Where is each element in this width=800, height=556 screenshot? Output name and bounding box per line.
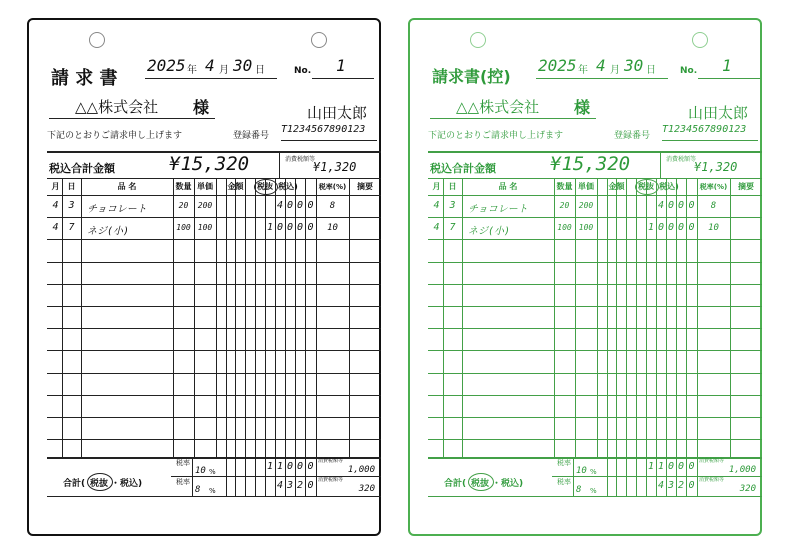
row-line	[47, 373, 381, 374]
row-qty: 20	[178, 201, 189, 210]
footer-column-line	[636, 457, 637, 496]
footer-label-excl: 税抜	[90, 479, 109, 489]
footer-amount-digit: 4	[276, 480, 284, 491]
footer-amount-digit: 0	[286, 461, 294, 472]
date-month-unit: 月	[219, 65, 229, 76]
footer-amount-digit: 4	[657, 480, 665, 491]
punch-hole-right	[311, 32, 327, 48]
row-item: ネジ(小)	[87, 226, 130, 238]
row-day: 7	[68, 222, 75, 234]
row-amount-digit: 4	[276, 200, 284, 211]
footer-excl-circle	[87, 473, 113, 491]
date-year: 2025	[538, 56, 577, 75]
invoice-title: 請 求 書	[51, 68, 118, 89]
column-line	[285, 178, 286, 457]
footer-tax-label: 消費税額等	[318, 477, 344, 483]
row-item: チョコレート	[468, 204, 528, 215]
header-day: 日	[67, 182, 76, 191]
row-line	[428, 373, 762, 374]
footer-column-line	[697, 457, 698, 496]
footer-amount-digit: 0	[296, 461, 304, 472]
header-tax-excl: 税抜	[257, 182, 273, 191]
row-day: 3	[68, 200, 75, 211]
row-amount-digit: 0	[286, 222, 294, 234]
tax-value: ¥1,320	[313, 160, 357, 174]
header-bottom-line	[47, 195, 381, 196]
footer-tax-label: 消費税額等	[699, 458, 725, 464]
row-line	[47, 417, 381, 418]
footer-tax-value: 1,000	[728, 465, 756, 475]
row-line	[428, 239, 762, 240]
row-amount-digit: 0	[286, 200, 294, 211]
row-tax-rate: 10	[708, 223, 719, 234]
date-day-unit: 日	[255, 65, 265, 76]
column-line	[265, 178, 266, 457]
invoice-title: 請求書(控)	[432, 67, 511, 86]
row-amount-digit: 0	[307, 222, 314, 234]
header-tax-rate: 税率(%)	[699, 183, 728, 191]
row-tax-rate: 10	[327, 223, 338, 234]
recipient-underline	[49, 118, 215, 119]
header-month: 月	[51, 182, 60, 191]
footer-column-line	[226, 457, 227, 496]
column-line	[305, 178, 306, 457]
footer-amount-digit: 3	[286, 480, 294, 491]
column-line	[216, 178, 217, 457]
row-line	[47, 262, 381, 263]
notice-text: 下記のとおりご請求申し上げます	[428, 131, 564, 141]
notice-text: 下記のとおりご請求申し上げます	[47, 131, 183, 141]
row-amount-digit: 1	[647, 222, 655, 234]
header-item: 品 名	[498, 182, 518, 191]
registration-label: 登録番号	[233, 131, 270, 141]
header-remark: 摘要	[357, 182, 373, 191]
footer-amount-digit: 1	[276, 461, 284, 472]
footer-rate-value: 10	[576, 466, 587, 476]
row-day: 7	[449, 222, 456, 234]
date-day: 30	[233, 56, 253, 75]
date-underline	[536, 78, 668, 79]
row-line	[428, 328, 762, 329]
row-line	[428, 350, 762, 351]
row-qty: 20	[559, 201, 570, 210]
row-day: 3	[449, 200, 456, 211]
row-amount-digit: 0	[667, 222, 675, 234]
header-tax-incl: 税込)	[659, 182, 679, 191]
footer-amount-digit: 0	[667, 461, 675, 472]
footer-amount-digit: 1	[266, 461, 274, 472]
column-line	[656, 178, 657, 457]
footer-amount-digit: 0	[307, 461, 314, 472]
row-item: チョコレート	[87, 204, 147, 215]
recipient-name: △△株式会社	[456, 98, 540, 116]
footer-column-line	[607, 457, 608, 496]
footer-percent: %	[209, 468, 216, 476]
column-line	[194, 178, 195, 457]
column-line	[616, 178, 617, 457]
column-line	[676, 178, 677, 457]
recipient-honorific: 様	[193, 98, 210, 117]
column-line	[607, 178, 608, 457]
column-line	[295, 178, 296, 457]
invoice-original	[27, 18, 381, 536]
footer-rate-value: 10	[195, 466, 206, 476]
footer-label-suffix: ・税込)	[111, 479, 143, 489]
date-month-unit: 月	[610, 65, 620, 76]
row-line	[428, 262, 762, 263]
footer-label-prefix: 合計(	[444, 479, 467, 489]
total-label: 税込合計金額	[430, 162, 496, 175]
tax-label: 消費税額等	[666, 156, 697, 163]
total-label: 税込合計金額	[49, 162, 115, 175]
column-line	[697, 178, 698, 457]
row-line	[47, 306, 381, 307]
row-line	[47, 350, 381, 351]
date-year: 2025	[147, 56, 186, 75]
footer-amount-digit: 1	[657, 461, 665, 472]
header-qty: 数量	[556, 182, 573, 191]
number-underline	[312, 78, 374, 79]
row-line	[428, 395, 762, 396]
row-tax-rate: 8	[710, 201, 717, 211]
header-tax-rate: 税率(%)	[318, 183, 347, 191]
tax-excl-circle	[254, 179, 278, 195]
column-line	[255, 178, 256, 457]
row-amount-digit: 1	[266, 222, 274, 234]
row-month: 4	[433, 222, 440, 234]
footer-tax-label: 消費税額等	[318, 458, 344, 464]
footer-rate-value: 8	[576, 485, 582, 495]
footer-column-line	[573, 457, 574, 496]
header-tax-incl: 税込)	[278, 182, 298, 191]
row-line	[47, 284, 381, 285]
footer-amount-digit: 3	[667, 480, 675, 491]
row-unit-price: 200	[578, 201, 594, 210]
row-qty: 100	[176, 223, 191, 233]
footer-column-line	[626, 457, 627, 496]
row-month: 4	[433, 200, 440, 211]
column-line	[62, 178, 63, 457]
row-amount-digit: 0	[296, 222, 304, 234]
number-value: 1	[336, 56, 346, 75]
footer-amount-digit: 0	[688, 461, 695, 472]
column-line	[173, 178, 174, 457]
number-value: 1	[722, 56, 732, 75]
footer-label-suffix: ・税込)	[492, 479, 524, 489]
registration-label: 登録番号	[614, 131, 651, 141]
header-item: 品 名	[117, 182, 137, 191]
sender-name: 山田太郎	[307, 104, 368, 122]
registration-number: T1234567890123	[662, 124, 747, 135]
column-line	[666, 178, 667, 457]
column-line	[730, 178, 731, 457]
row-tax-rate: 8	[329, 201, 336, 211]
footer-label-excl: 税抜	[471, 479, 490, 489]
footer-column-line	[616, 457, 617, 496]
footer-percent: %	[209, 487, 216, 495]
column-line	[316, 178, 317, 457]
date-day: 30	[624, 56, 644, 75]
header-qty: 数量	[175, 182, 192, 191]
column-line	[462, 178, 463, 457]
tax-value: ¥1,320	[694, 160, 738, 174]
row-line	[47, 239, 381, 240]
row-qty: 100	[557, 223, 572, 233]
footer-amount-digit: 0	[688, 480, 695, 491]
row-amount-digit: 0	[677, 200, 685, 211]
total-value: ¥15,320	[550, 153, 631, 175]
row-amount-digit: 0	[688, 222, 695, 234]
column-line	[245, 178, 246, 457]
row-amount-digit: 0	[667, 200, 675, 211]
footer-excl-circle	[468, 473, 494, 491]
column-line	[597, 178, 598, 457]
footer-amount-digit: 0	[307, 480, 314, 491]
row-unit-price: 100	[197, 223, 213, 233]
footer-column-line	[245, 457, 246, 496]
recipient-name: △△株式会社	[75, 98, 159, 116]
footer-percent: %	[590, 487, 597, 495]
footer-label-prefix: 合計(	[63, 479, 86, 489]
row-month: 4	[52, 200, 59, 211]
tax-box-divider	[660, 151, 661, 178]
invoice-copy	[408, 18, 762, 536]
header-remark: 摘要	[738, 182, 754, 191]
row-line	[47, 439, 381, 440]
registration-underline	[281, 140, 377, 141]
footer-mid-line	[171, 476, 381, 477]
registration-underline	[662, 140, 758, 141]
row-amount-digit: 0	[688, 200, 695, 211]
punch-hole-left	[89, 32, 105, 48]
date-year-unit: 年	[187, 65, 197, 76]
footer-amount-digit: 1	[647, 461, 655, 472]
row-line	[428, 284, 762, 285]
header-month: 月	[432, 182, 441, 191]
row-amount-digit: 0	[677, 222, 685, 234]
footer-rate-value: 8	[195, 485, 201, 495]
footer-mid-line	[552, 476, 762, 477]
row-amount-digit: 0	[276, 222, 284, 234]
tax-label: 消費税額等	[285, 156, 316, 163]
column-line	[636, 178, 637, 457]
row-line	[428, 217, 762, 218]
tax-box-divider	[279, 151, 280, 178]
column-line	[235, 178, 236, 457]
row-line	[47, 328, 381, 329]
date-year-unit: 年	[578, 65, 588, 76]
row-line	[428, 306, 762, 307]
row-unit-price: 200	[197, 201, 213, 210]
tax-excl-circle	[635, 179, 659, 195]
recipient-honorific: 様	[574, 98, 591, 117]
footer-amount-digit: 2	[677, 480, 685, 491]
column-line	[349, 178, 350, 457]
row-line	[47, 395, 381, 396]
header-day: 日	[448, 182, 457, 191]
footer-rate-label: 税率	[557, 478, 571, 486]
footer-rate-label: 税率	[557, 459, 571, 467]
header-amount: 金額	[227, 182, 244, 191]
column-line	[275, 178, 276, 457]
column-line	[226, 178, 227, 457]
total-value: ¥15,320	[169, 153, 250, 175]
footer-column-line	[235, 457, 236, 496]
header-tax-excl: 税抜	[638, 182, 654, 191]
footer-column-line	[255, 457, 256, 496]
row-amount-digit: 0	[657, 222, 665, 234]
header-unit-price: 単価	[197, 182, 213, 191]
date-month: 4	[205, 56, 215, 75]
sender-name: 山田太郎	[688, 104, 749, 122]
row-item: ネジ(小)	[468, 226, 511, 238]
row-line	[47, 217, 381, 218]
header-top-line	[47, 178, 381, 179]
footer-rate-label: 税率	[176, 478, 190, 486]
footer-tax-value: 320	[358, 484, 375, 494]
row-month: 4	[52, 222, 59, 234]
punch-hole-left	[470, 32, 486, 48]
column-line	[554, 178, 555, 457]
footer-tax-value: 320	[739, 484, 756, 494]
footer-column-line	[192, 457, 193, 496]
header-top-line	[428, 178, 762, 179]
column-line	[575, 178, 576, 457]
footer-amount-digit: 2	[296, 480, 304, 491]
row-amount-digit: 4	[657, 200, 665, 211]
footer-rate-label: 税率	[176, 459, 190, 467]
date-month: 4	[596, 56, 606, 75]
number-label: No.	[294, 66, 312, 76]
footer-tax-label: 消費税額等	[699, 477, 725, 483]
footer-bottom-line	[428, 496, 762, 497]
column-line	[686, 178, 687, 457]
row-line	[428, 439, 762, 440]
footer-column-line	[316, 457, 317, 496]
footer-amount-digit: 0	[677, 461, 685, 472]
header-bottom-line	[428, 195, 762, 196]
number-underline	[698, 78, 760, 79]
row-unit-price: 100	[578, 223, 594, 233]
recipient-underline	[430, 118, 596, 119]
header-amount: 金額	[608, 182, 625, 191]
footer-bottom-line	[47, 496, 381, 497]
row-amount-digit: 0	[296, 200, 304, 211]
column-line	[81, 178, 82, 457]
column-line	[443, 178, 444, 457]
date-day-unit: 日	[646, 65, 656, 76]
column-line	[646, 178, 647, 457]
footer-percent: %	[590, 468, 597, 476]
number-label: No.	[680, 66, 698, 76]
column-line	[626, 178, 627, 457]
header-unit-price: 単価	[578, 182, 594, 191]
date-underline	[145, 78, 277, 79]
row-line	[428, 417, 762, 418]
registration-number: T1234567890123	[281, 124, 366, 135]
footer-tax-value: 1,000	[347, 465, 375, 475]
row-amount-digit: 0	[307, 200, 314, 211]
punch-hole-right	[692, 32, 708, 48]
